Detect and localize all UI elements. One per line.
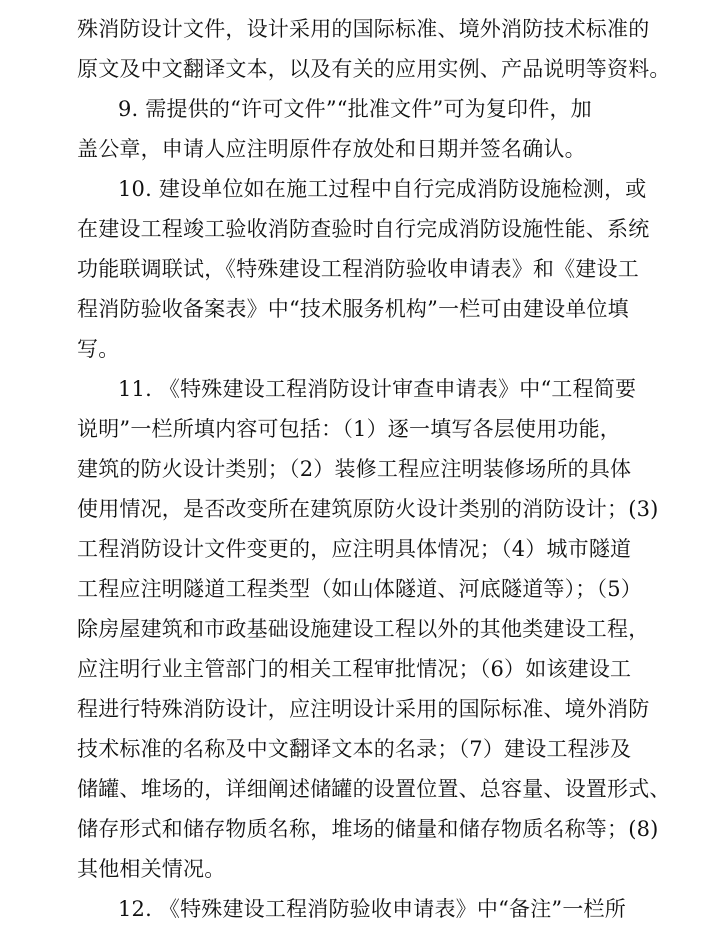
text-line: 工程应注明隧道工程类型（如山体隧道、河底隧道等）；（5） <box>77 577 642 601</box>
text-line: 在建设工程竣工验收消防查验时自行完成消防设施性能、系统 <box>77 217 650 241</box>
text-line: 功能联调联试，《特殊建设工程消防验收申请表》和《建设工 <box>77 257 639 281</box>
text-line: 写。 <box>77 337 120 361</box>
paragraph-10-start: 10. 建设单位如在施工过程中自行完成消防设施检测，或 <box>118 177 647 201</box>
text-line: 原文及中文翻译文本，以及有关的应用实例、产品说明等资料。 <box>77 57 671 81</box>
text-line: 技术标准的名称及中文翻译文本的名录；（7）建设工程涉及 <box>77 737 632 761</box>
paragraph-9-start: 9. 需提供的“许可文件”“批准文件”可为复印件，加 <box>118 97 592 121</box>
text-line: 建筑的防火设计类别；（2）装修工程应注明装修场所的具体 <box>77 457 632 481</box>
paragraph-12-start: 12. 《特殊建设工程消防验收申请表》中“备注”一栏所 <box>118 897 626 921</box>
text-line: 应注明行业主管部门的相关工程审批情况；（6）如该建设工 <box>77 657 632 681</box>
text-line: 程消防验收备案表》中“技术服务机构”一栏可由建设单位填 <box>77 297 629 321</box>
text-line: 除房屋建筑和市政基础设施建设工程以外的其他类建设工程， <box>77 617 650 641</box>
text-line: 储存形式和储存物质名称，堆场的储量和储存物质名称等；(8) <box>77 817 659 841</box>
paragraph-11-start: 11. 《特殊建设工程消防设计审查申请表》中“工程简要 <box>118 377 637 401</box>
text-line: 程进行特殊消防设计，应注明设计采用的国际标准、境外消防 <box>77 697 650 721</box>
text-line: 使用情况，是否改变所在建筑原防火设计类别的消防设计；(3) <box>77 497 659 521</box>
text-line: 其他相关情况。 <box>77 857 226 881</box>
text-line: 工程消防设计文件变更的，应注明具体情况；（4）城市隧道 <box>77 537 632 561</box>
text-line: 说明”一栏所填内容可包括：（1）逐一填写各层使用功能， <box>77 417 621 441</box>
text-line: 殊消防设计文件，设计采用的国际标准、境外消防技术标准的 <box>77 17 650 41</box>
text-line: 储罐、堆场的，详细阐述储罐的设置位置、总容量、设置形式、 <box>77 777 671 801</box>
text-line: 盖公章，申请人应注明原件存放处和日期并签名确认。 <box>77 137 586 161</box>
